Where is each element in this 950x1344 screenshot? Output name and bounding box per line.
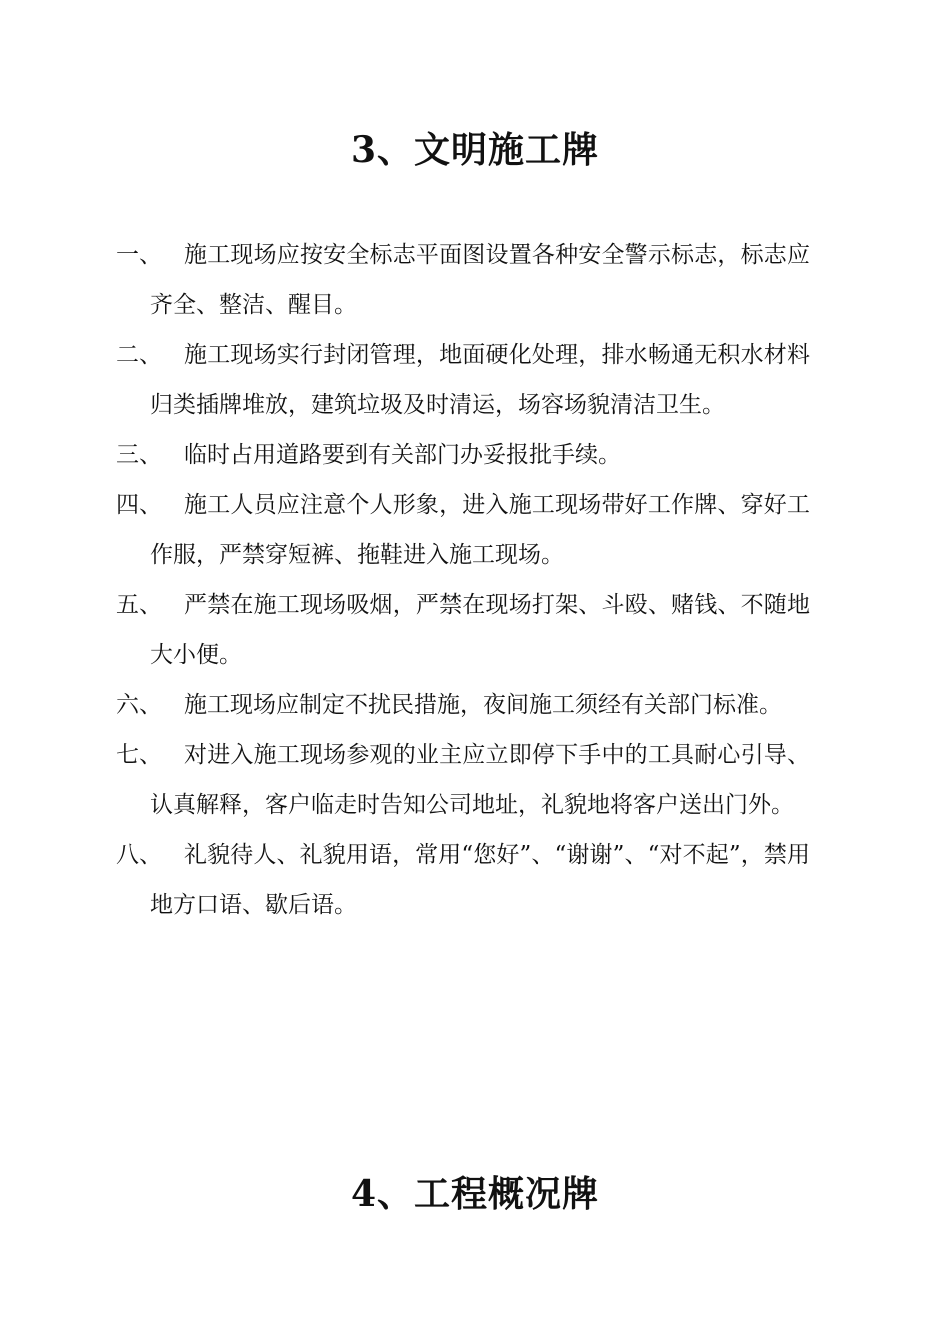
list-item [116,480,810,580]
item-text: 临时占用道路要到有关部门办妥报批手续。 [184,442,621,468]
list-item [116,830,810,930]
list-item [116,430,810,480]
item-text: 礼貌待人、礼貌用语，常用“您好”、“谢谢”、“对不起”，禁用地方口语、歇后语。 [150,842,810,918]
item-text: 施工现场实行封闭管理，地面硬化处理，排水畅通无积水材料归类插牌堆放，建筑垃圾及时清运，场容场貌清洁卫生。 [150,342,810,418]
item-text: 对进入施工现场参观的业主应立即停下手中的工具耐心引导、认真解释，客户临走时告知公司地址，礼貌地将客户送出门外。 [150,742,810,818]
item-number: 七、 [116,742,162,768]
item-text: 施工人员应注意个人形象，进入施工现场带好工作牌、穿好工作服，严禁穿短裤、拖鞋进入施工现场。 [150,492,810,568]
item-text: 施工现场应制定不扰民措施，夜间施工须经有关部门标准。 [184,692,782,718]
list-item [116,230,810,330]
list-item [116,580,810,680]
list-item [116,330,810,430]
item-number: 五、 [116,592,162,618]
section-title-project-overview: 4、工程概况牌 [350,1173,600,1215]
item-number: 四、 [116,492,162,518]
item-number: 六、 [116,692,162,718]
section-title-civilized-construction: 3、文明施工牌 [350,129,600,171]
item-number: 二、 [116,342,162,368]
list-item [116,680,810,730]
item-number: 三、 [116,442,162,468]
item-number: 八、 [116,842,162,868]
rules-list [116,230,810,930]
item-number: 一、 [116,242,162,268]
list-item [116,730,810,830]
item-text: 严禁在施工现场吸烟，严禁在现场打架、斗殴、赌钱、不随地大小便。 [150,592,810,668]
item-text: 施工现场应按安全标志平面图设置各种安全警示标志，标志应齐全、整洁、醒目。 [150,242,810,318]
